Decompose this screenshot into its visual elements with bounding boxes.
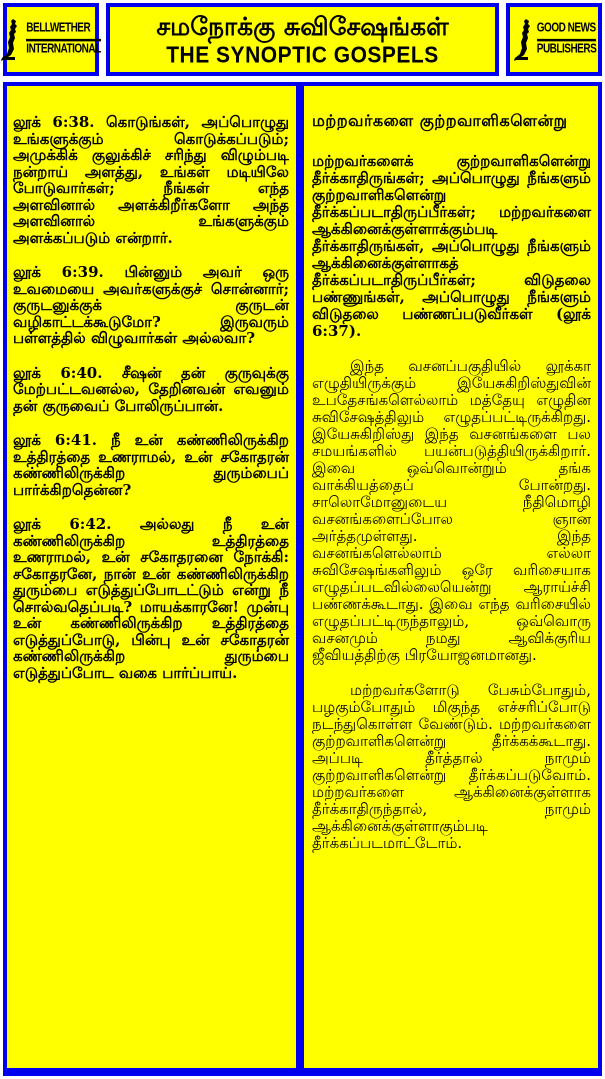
logo-name-line: PUBLISHERS [536,42,597,56]
logo-name-line: GOOD NEWS [537,21,596,40]
commentary-paragraph-1: இந்த வசனப்பகுதியில் லூக்கா எழுதியிருக்கும் இயேசுகிறிஸ்துவின் உபதேசங்களெல்லாம் மத்தேயு எழுதின சுவிசேஷத்திலும் எழுதப்பட்டிருக்கிறது. இயேசுகிறிஸ்து இந்த வசனங்களை பல சமயங்களில் பயன்படுத்தியிருக்கிறார். இவை ஒவ்வொன்றும் தங்க வாக்கியத்தைப் போன்றது. சாலொமோனுடைய நீதிமொழி வசனங்களைப்போல ஞான அர்த்தமுள்ளது. இந்த வசனங்களெல்லாம் எல்லா சுவிசேஷங்களிலும் ஒரே வரிசையாக எழுதப்படவில்லையென்று ஆராய்ச்சி பண்ணக்கூடாது. இவை எந்த வரிசையில் எழுதப்பட்டிருந்தாலும், ஒவ்வொரு வசனமும் நமது ஆவிக்குரிய ஜீவியத்திற்கு பிரயோஜனமானது. [312,357,591,664]
title-box [106,3,499,76]
goodnews-logo-text [537,21,596,57]
verse-paragraph-luke-6-38: லூக் 6:38. கொடுங்கள், அப்பொழுது உங்களுக்கும் கொடுக்கப்படும்; அமுக்கிக் குலுக்கிச் சரிந்து விழும்படி நன்றாய் அளத்து, உங்கள் மடியிலே போடுவார்கள்; நீங்கள் எந்த அளவினால் அளக்கிறீர்களோ அந்த அளவினால் உங்களுக்கும் அளக்கப்படும் என்றார். [13,113,289,247]
verse-paragraph-luke-6-41: லூக் 6:41. நீ உன் கண்ணிலிருக்கிற உத்திரத்தை உணராமல், உன் சகோதரன் கண்ணிலிருக்கிற துரும்பைப் பார்க்கிறதென்ன? [13,431,289,499]
bellwether-logo-text [26,21,100,57]
page-title-tamil: சமநோக்கு சுவிசேஷங்கள் [156,12,449,42]
article-heading: மற்றவர்களை குற்றவாளிகளென்று [312,111,568,130]
bellwether-logo-box [3,3,99,76]
goodnews-logo-box [506,3,602,76]
logo-name-line: BELLWETHER [26,21,100,40]
right-column [304,86,598,1068]
page-title-english: THE SYNOPTIC GOSPELS [166,42,439,68]
herald-icon [512,19,534,61]
logo-name-line: INTERNATIONAL [26,42,101,56]
verse-paragraph-luke-6-42: லூக் 6:42. அல்லது நீ உன் கண்ணிலிருக்கிற உத்திரத்தை உணராமல், உன் சகோதரனை நோக்கி: சகோதரனே, நான் உன் கண்ணிலிருக்கிற துரும்பை எடுத்துப்போடட்டும் என்று நீ சொல்வதெப்படி? மாயக்காரனே! முன்பு உன் கண்ணிலிருக்கிற உத்திரத்தை எடுத்துப்போடு, பின்பு உன் சகோதரன் கண்ணிலிருக்கிற துரும்பை எடுத்துப்போட வகை பார்ப்பாய். [13,515,289,682]
verse-paragraph-luke-6-40: லூக் 6:40. சீஷன் தன் குருவுக்கு மேற்பட்டவனல்ல, தேறினவன் எவனும் தன் குருவைப் போலிருப்பான். [13,363,289,415]
column-divider [296,86,304,1068]
left-column [7,86,296,1068]
commentary-paragraph-2: மற்றவர்களோடு பேசும்போதும், பழகும்போதும் மிகுந்த எச்சரிப்போடு நடந்துகொள்ள வேண்டும். மற்றவர்களை குற்றவாளிகளென்று தீர்க்கக்கூடாது. அப்படி தீர்த்தால் நாமும் குற்றவாளிகளென்று தீர்க்கப்படுவோம். மற்றவர்களை ஆக்கினைக்குள்ளாக தீர்க்காதிருந்தால், நாமும் ஆக்கினைக்குள்ளாகும்படி தீர்க்கப்படமாட்டோம். [312,681,591,852]
content-area [3,82,602,1076]
verse-paragraph-luke-6-37: மற்றவர்களைக் குற்றவாளிகளென்று தீர்க்காதிருங்கள்; அப்பொழுது நீங்களும் குற்றவாளிகளென்று தீர்க்கப்படாதிருப்பீர்கள்; மற்றவர்களை ஆக்கினைக்குள்ளாக்கும்படி தீர்க்காதிருங்கள், அப்பொழுது நீங்களும் ஆக்கினைக்குள்ளாகத் தீர்க்கப்படாதிருப்பீர்கள்; விடுதலை பண்ணுங்கள், அப்பொழுது நீங்களும் விடுதலை பண்ணப்படுவீர்கள் (லூக் 6:37). [312,152,591,340]
verse-paragraph-luke-6-39: லூக் 6:39. பின்னும் அவர் ஒரு உவமையை அவர்களுக்குச் சொன்னார்; குருடனுக்குக் குருடன் வழிகாட்டக்கூடுமோ? இருவரும் பள்ளத்தில் விழுவார்கள் அல்லவா? [13,263,289,347]
header [3,3,602,76]
bellringer-icon [1,19,23,61]
